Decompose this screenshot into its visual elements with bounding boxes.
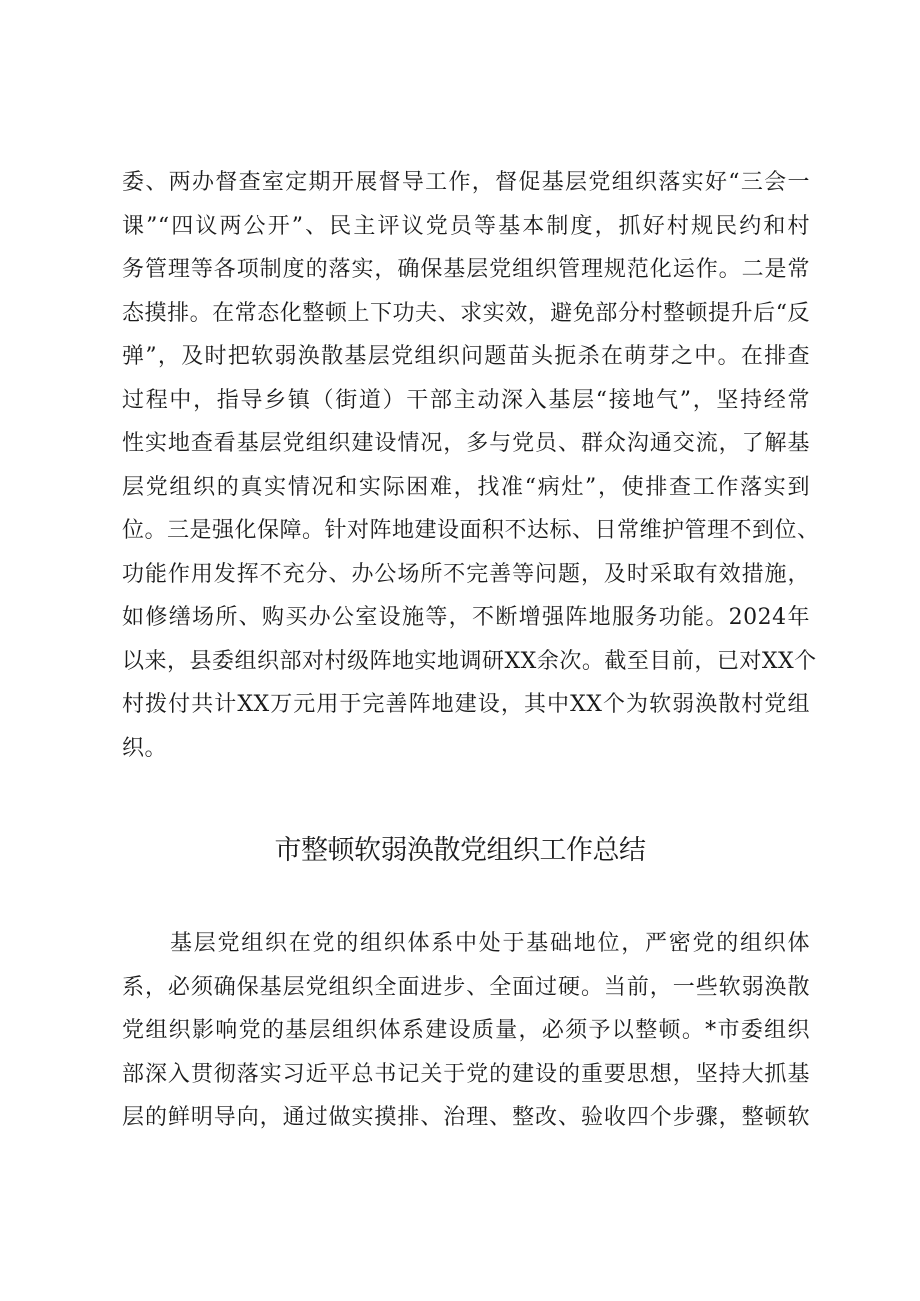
paragraph-line: 如修缮场所、购买办公室设施等，不断增强阵地服务功能。2024年 [122,605,810,630]
paragraph-line: 村拨付共计XX万元用于完善阵地建设，其中XX个为软弱涣散村党组 [122,692,810,717]
paragraph-line: 务管理等各项制度的落实，确保基层党组织管理规范化运作。二是常 [122,257,810,282]
continued-paragraph [122,161,820,770]
intro-paragraph [122,922,810,1140]
paragraph-line: 课”“四议两公开”、民主评议党员等基本制度，抓好村规民约和村 [122,213,810,239]
document-title: 市整顿软弱涣散党组织工作总结 [274,835,646,866]
paragraph-line: 性实地查看基层党组织建设情况，多与党员、群众沟通交流，了解基 [122,431,810,456]
paragraph-line: 党组织影响党的基层组织体系建设质量，必须予以整顿。*市委组织 [122,1018,810,1043]
paragraph-line: 态摸排。在常态化整顿上下功夫、求实效，避免部分村整顿提升后“反 [122,300,810,326]
paragraph-line: 委、两办督查室定期开展督导工作，督促基层党组织落实好“三会一 [122,170,810,195]
paragraph-line: 以来，县委组织部对村级阵地实地调研XX余次。截至目前，已对XX个 [122,648,817,674]
paragraph-line: 系，必须确保基层党组织全面进步、全面过硬。当前，一些软弱涣散 [122,974,810,1000]
paragraph-line: 织。 [122,735,168,761]
paragraph-line: 基层党组织在党的组织体系中处于基础地位，严密党的组织体 [170,931,810,956]
paragraph-line: 功能作用发挥不充分、办公场所不完善等问题，及时采取有效措施， [122,561,810,587]
paragraph-line: 弹”，及时把软弱涣散基层党组织问题苗头扼杀在萌芽之中。在排查 [122,344,810,369]
paragraph-line: 部深入贯彻落实习近平总书记关于党的建设的重要思想，坚持大抓基 [122,1061,810,1087]
paragraph-line: 层的鲜明导向，通过做实摸排、治理、整改、验收四个步骤，整顿软 [122,1105,810,1130]
paragraph-line: 过程中，指导乡镇（街道）干部主动深入基层“接地气”，坚持经常 [122,387,810,413]
paragraph-line: 层党组织的真实情况和实际困难，找准“病灶”，使排查工作落实到 [122,474,810,500]
paragraph-line: 位。三是强化保障。针对阵地建设面积不达标、日常维护管理不到位、 [122,518,820,543]
